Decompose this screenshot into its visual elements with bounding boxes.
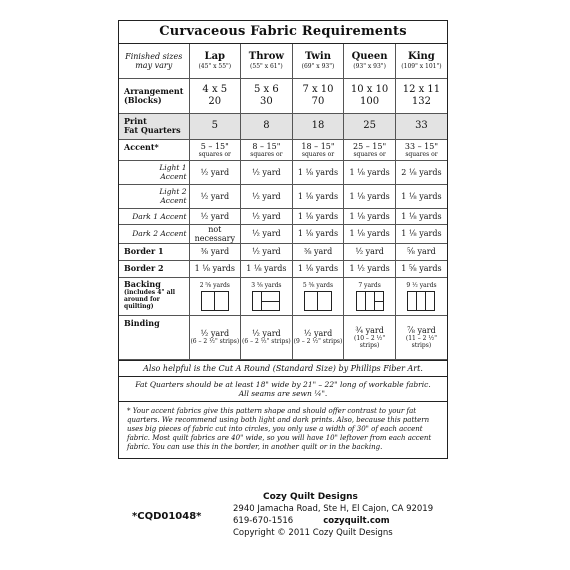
cell: 1 ⅛ yards [395,208,447,224]
backing-diagram-icon [304,291,332,311]
size-header-throw: Throw (55" x 61") [241,44,293,78]
finished-sizes-note: Finished sizes may vary [119,44,189,78]
cell: 7 x 10 70 [292,78,344,113]
size-header-queen: Queen (93" x 93") [344,44,396,78]
cell: ⅝ yard [395,243,447,260]
page-title: Curvaceous Fabric Requirements [119,21,447,44]
copyright: Copyright © 2011 Cozy Quilt Designs [233,528,393,538]
size-header-twin: Twin (69" x 93") [292,44,344,78]
table-row-sizes [119,44,447,78]
cell: ½ yard [241,184,293,208]
cell: 33 [395,113,447,139]
cell: 5 – 15" squares or [189,139,241,160]
size-header-lap: Lap (45" x 55") [189,44,241,78]
cell: 1 ⅛ yards [344,184,396,208]
size-header-king: King (109" x 101") [395,44,447,78]
pattern-sku: *CQD01048* [132,511,202,522]
cell: 18 – 15" squares or [292,139,344,160]
row-label-dark2: Dark 2 Accent [119,224,189,243]
cell: 25 – 15" squares or [344,139,396,160]
cell: 5 x 6 30 [241,78,293,113]
row-label-accent: Accent* [119,139,189,160]
cell: 12 x 11 132 [395,78,447,113]
cell: 18 [292,113,344,139]
cell: 1 ⅛ yards [292,160,344,184]
row-label-binding: Binding [119,315,189,359]
cell: 25 [344,113,396,139]
backing-diagram-icon [201,291,229,311]
cell: ½ yard [241,243,293,260]
table-row-arrangement [119,78,447,113]
table-row-border2 [119,260,447,277]
cell: 8 [241,113,293,139]
cell: 33 – 15" squares or [395,139,447,160]
cell: 1 ⅛ yards [344,208,396,224]
company-website-link[interactable]: cozyquilt.com [323,516,390,526]
cell: 1 ½ yards [344,260,396,277]
table-row-backing [119,277,447,315]
cell: 1 ⅛ yards [344,224,396,243]
backing-diagram-icon [407,291,435,311]
row-label-light2: Light 2 Accent [119,184,189,208]
company-info [233,491,433,539]
row-label-dark1: Dark 1 Accent [119,208,189,224]
cell: ½ yard [241,208,293,224]
cell: 7 yards [344,277,396,315]
table-row-binding [119,315,447,359]
row-label-backing: Backing (includes 4" all around for quilting) [119,277,189,315]
cell: ½ yard [241,160,293,184]
company-phone: 619-670-1516 [233,516,294,526]
cell: 5 ⅝ yards [292,277,344,315]
fabric-requirements-card [118,20,448,459]
backing-diagram-icon [356,291,384,311]
cell: not necessary [189,224,241,243]
row-label-border2: Border 2 [119,260,189,277]
cell: ½ yard [189,208,241,224]
cell: 1 ⅛ yards [241,260,293,277]
cell: ½ yard (6 – 2 ½" strips) [241,315,293,359]
row-label-light1: Light 1 Accent [119,160,189,184]
cell: ⅜ yard [189,243,241,260]
table-row-accent [119,139,447,160]
cell: 4 x 5 20 [189,78,241,113]
table-row-border1 [119,243,447,260]
cell: 1 ⅛ yards [292,260,344,277]
cell: ⅜ yard [292,243,344,260]
cell: ½ yard [344,243,396,260]
cell: 1 ⅛ yards [189,260,241,277]
accent-footnote: * Your accent fabrics give this pattern shape and should offer contrast to your fat quarters. We recommend using both light and dark prints. Also, because this pattern uses big pieces of fabric cut into circles, you only use a width of 30" of each accent fabric. Most quilt fabrics are 40" wide, so you will have 10" leftover from each accent fabric. You can use this in the border, in another quilt or in the backing. [127,406,432,451]
cell: 8 – 15" squares or [241,139,293,160]
cell: 10 x 10 100 [344,78,396,113]
table-row-dark1 [119,208,447,224]
cell: 1 ⅛ yards [395,224,447,243]
cell: 1 ⅛ yards [292,184,344,208]
cell: 9 ½ yards [395,277,447,315]
cell: ½ yard [241,224,293,243]
cell: ½ yard (6 – 2 ½" strips) [189,315,241,359]
cell: 1 ⅛ yards [292,224,344,243]
cell: ½ yard [189,160,241,184]
company-name: Cozy Quilt Designs [263,492,358,502]
cell: 2 ⅝ yards [189,277,241,315]
requirements-table [119,44,447,360]
cell: 1 ⅛ yards [292,208,344,224]
row-label-print: Print Fat Quarters [119,113,189,139]
notes-section [119,360,447,458]
cell: 3 ⅝ yards [241,277,293,315]
also-helpful-note: Also helpful is the Cut A Round (Standard Size) by Phillips Fiber Art. [119,361,447,377]
cell: ½ yard [189,184,241,208]
table-row-light2 [119,184,447,208]
table-row-light1 [119,160,447,184]
row-label-arrangement: Arrangement (Blocks) [119,78,189,113]
cell: ⅞ yard (11 – 2 ½" strips) [395,315,447,359]
table-row-print [119,113,447,139]
backing-diagram-icon [252,291,280,311]
cell: 1 ⅝ yards [395,260,447,277]
table-row-dark2 [119,224,447,243]
company-contact [233,515,433,527]
cell: ¾ yard (10 – 2 ½" strips) [344,315,396,359]
cell: ½ yard (9 – 2 ½" strips) [292,315,344,359]
fat-quarter-note: Fat Quarters should be at least 18" wide by 21" – 22" long of workable fabric. All seams are sewn ¼". [119,377,447,402]
cell: 2 ⅛ yards [395,160,447,184]
row-label-border1: Border 1 [119,243,189,260]
cell: 1 ⅛ yards [395,184,447,208]
company-address: 2940 Jamacha Road, Ste H, El Cajon, CA 92019 [233,504,434,514]
cell: 5 [189,113,241,139]
cell: 1 ⅛ yards [344,160,396,184]
